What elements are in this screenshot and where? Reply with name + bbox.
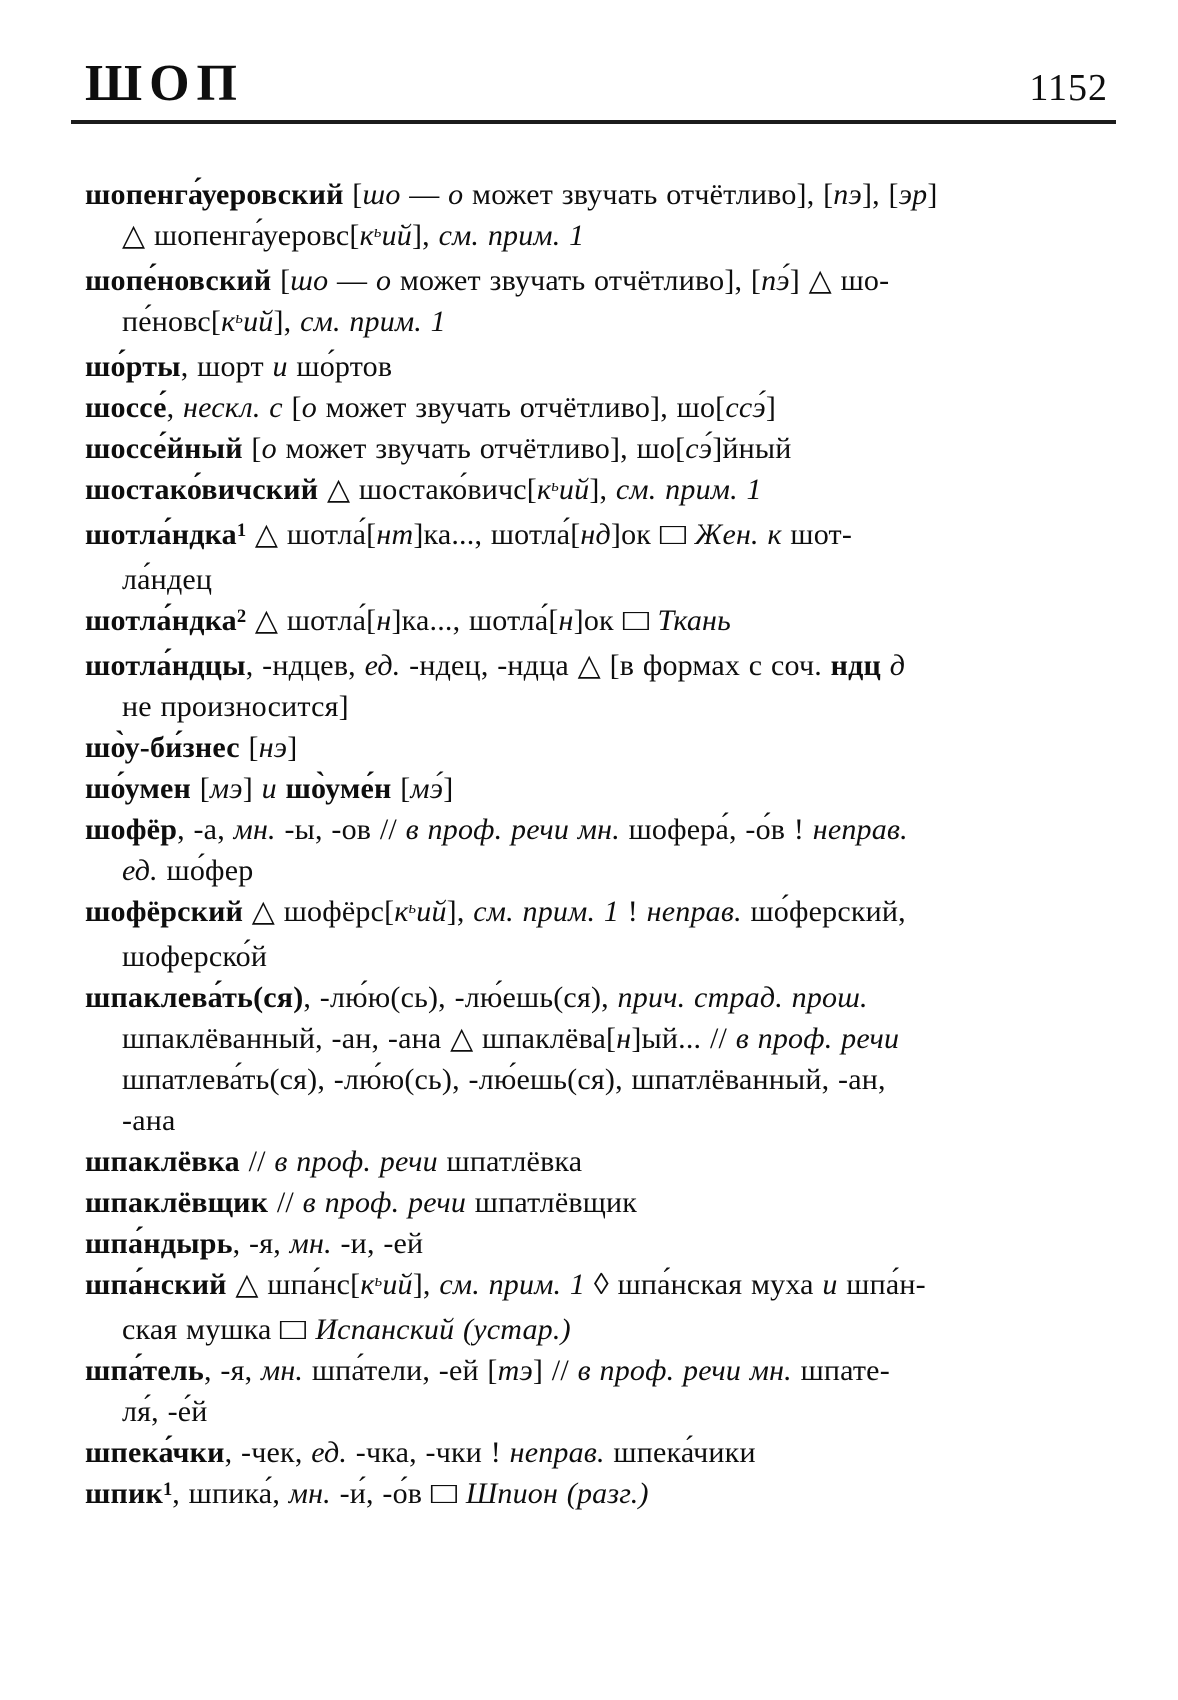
text-segment: Жен. к (694, 518, 782, 551)
text-segment: , -чек, (224, 1436, 312, 1469)
text-segment (649, 604, 658, 637)
dictionary-entry (85, 1141, 1108, 1182)
headword: шотла́ндка (85, 604, 237, 637)
text-segment: [ (191, 772, 210, 805)
text-segment: мн. (260, 1354, 304, 1387)
text-segment: к (394, 895, 409, 928)
dictionary-entry (85, 1182, 1108, 1223)
dictionary-entry (85, 809, 1108, 891)
dictionary-entry (85, 1264, 1108, 1350)
text-segment: , шпика́, (172, 1477, 289, 1510)
text-segment: нд (580, 518, 611, 551)
text-segment: ий (382, 1268, 413, 1301)
text-segment: ], (273, 305, 301, 338)
headword: шо́рты (85, 350, 181, 383)
text-segment: шо́фер (157, 854, 254, 887)
headword: шопе́новский (85, 264, 272, 297)
text-segment: шофера́, -о́в ! (619, 813, 813, 846)
dictionary-entry (85, 260, 1108, 346)
text-segment: ] (242, 772, 262, 805)
text-segment: неправ. (509, 1436, 605, 1469)
text-segment: // (268, 1186, 303, 1219)
text-segment: -и, -ей (331, 1227, 424, 1260)
text-segment: ь (235, 307, 244, 327)
headword: шопенга́уеровский (85, 178, 344, 211)
text-segment: , -я, (232, 1227, 290, 1260)
entries (85, 174, 1108, 1518)
text-segment: [ (391, 772, 411, 805)
text-segment: в проф. речи мн. (405, 813, 620, 846)
text-segment: см. прим. 1 (473, 895, 620, 928)
text-segment: △ шотла́[ (246, 604, 377, 637)
text-segment: в проф. речи (735, 1022, 900, 1055)
header-rule (71, 120, 1116, 124)
text-segment: ля́, -е́й (122, 1395, 208, 1428)
text-segment: ед. (122, 854, 158, 887)
text-segment: шо̀уме́н (285, 772, 392, 805)
text-segment: мэ (209, 772, 243, 805)
text-segment: может звучать отчётливо], шо[ (316, 391, 726, 424)
text-segment: может звучать отчётливо], [ (391, 264, 762, 297)
dictionary-entry (85, 469, 1108, 514)
text-segment: шо́ферский, (741, 895, 906, 928)
text-segment: и (822, 1268, 838, 1301)
meaning-box-symbol: □ (659, 518, 687, 551)
text-segment: ий (381, 219, 412, 252)
text-segment: -ндец, -ндца △ [в формах с соч. (400, 649, 831, 682)
headword: шпа́нский (85, 1268, 227, 1301)
text-segment: шпа́н- (837, 1268, 926, 1301)
text-segment: шпа́тели, -ей [ (303, 1354, 498, 1387)
text-segment: в проф. речи мн. (577, 1354, 792, 1387)
text-segment: ь (374, 1270, 383, 1290)
text-segment: мн. (288, 1477, 331, 1510)
text-segment: шпека́чики (604, 1436, 756, 1469)
dictionary-entry (85, 346, 1108, 387)
dictionary-entry (85, 1432, 1108, 1473)
headword: шпа́тель (85, 1354, 204, 1387)
dictionary-entry (85, 645, 1108, 727)
headword: шпа́ндырь (85, 1227, 233, 1260)
headword: шофёрский (85, 895, 244, 928)
text-segment: △ шопенга́уеровс[ (122, 219, 360, 252)
text-segment: см. прим. 1 (615, 473, 762, 506)
text-segment: 1 (162, 1478, 173, 1500)
text-segment: ] (443, 772, 454, 805)
text-segment: ], [ (861, 178, 899, 211)
text-segment: -и́, -о́в (330, 1477, 431, 1510)
dictionary-entry (85, 387, 1108, 428)
text-segment: мн. (289, 1227, 332, 1260)
text-segment: ]йный (712, 432, 792, 465)
text-segment: шоферско́й (122, 940, 268, 973)
page-header (85, 55, 1108, 112)
text-segment: шо (362, 178, 401, 211)
text-segment: пэ́ (761, 264, 790, 297)
text-segment: 1 (236, 519, 247, 541)
text-segment: тэ (497, 1354, 533, 1387)
text-segment: // (239, 1145, 275, 1178)
text-segment: ь (408, 897, 417, 917)
text-segment: — (400, 178, 449, 211)
text-segment (307, 1313, 316, 1346)
text-segment: см. прим. 1 (439, 1268, 586, 1301)
text-segment: нескл. с (183, 391, 283, 424)
text-segment: см. прим. 1 (438, 219, 585, 252)
text-segment: , -я, (203, 1354, 261, 1387)
text-segment: пэ (833, 178, 862, 211)
text-segment: неправ. (646, 895, 742, 928)
text-segment: д (889, 649, 906, 682)
text-segment: шпатлева́ть(ся), -лю́ю(сь), -лю́ешь(ся), шпатлёванный, -ан, (122, 1063, 886, 1096)
text-segment: △ шпа́нс[ (226, 1268, 361, 1301)
text-segment: ], (589, 473, 616, 506)
dictionary-entry (85, 891, 1108, 977)
text-segment: о (375, 264, 392, 297)
text-segment: н (376, 604, 392, 637)
dictionary-entry (85, 977, 1108, 1141)
headword: шостако́вичский (85, 473, 319, 506)
text-segment: о (301, 391, 317, 424)
text-segment: шпатлёвщик (466, 1186, 638, 1219)
text-segment: ] (765, 391, 777, 424)
text-segment: [ (242, 432, 262, 465)
meaning-box-symbol: □ (280, 1313, 307, 1346)
text-segment: о (261, 432, 277, 465)
text-segment (457, 1477, 466, 1510)
text-segment: шпатлёвка (437, 1145, 583, 1178)
text-segment: в проф. речи (302, 1186, 467, 1219)
headword: шпаклёвщик (85, 1186, 269, 1219)
text-segment: , -ндцев, (245, 649, 365, 682)
dictionary-entry (85, 1223, 1108, 1264)
text-segment (686, 518, 695, 551)
text-segment: мэ́ (410, 772, 444, 805)
text-segment: ь (551, 475, 559, 495)
text-segment: ]ый... // (631, 1022, 736, 1055)
text-segment: ] △ шо- (789, 264, 890, 297)
dictionary-entry (85, 174, 1108, 260)
dictionary-entry (85, 428, 1108, 469)
text-segment: Испанский (устар.) (315, 1313, 571, 1346)
text-segment: ], (411, 219, 439, 252)
text-segment: н (616, 1022, 632, 1055)
headword: шотла́ндка (85, 518, 237, 551)
text-segment: ], (446, 895, 474, 928)
headword: шофёр (85, 813, 178, 846)
text-segment: ◊ шпа́нская муха (585, 1268, 823, 1301)
meaning-box-symbol: □ (430, 1477, 458, 1510)
page-number: 1152 (1029, 67, 1108, 109)
text-segment: ], (412, 1268, 440, 1301)
text-segment: ссэ́ (725, 391, 766, 424)
text-segment: △ шотла́[ (246, 518, 377, 551)
text-segment: к (536, 473, 552, 506)
dictionary-entry (85, 768, 1108, 809)
text-segment: ]ок (573, 604, 623, 637)
text-segment: может звучать отчётливо], шо[ (276, 432, 686, 465)
dictionary-entry (85, 727, 1108, 768)
text-segment: , шорт (180, 350, 273, 383)
text-segment: ] (927, 178, 938, 211)
headword: шоссе́йный (85, 432, 243, 465)
dictionary-entry (85, 514, 1108, 600)
text-segment: к (221, 305, 236, 338)
text-segment: сэ́ (685, 432, 713, 465)
text-segment: , (166, 391, 184, 424)
text-segment: , -лю́ю(сь), -лю́ешь(ся), (303, 981, 618, 1014)
running-head: ШОП (85, 55, 244, 112)
text-segment: ий (243, 305, 274, 338)
text-segment: Шпион (разг.) (465, 1477, 649, 1510)
text-segment: △ шофёрс[ (243, 895, 395, 928)
headword: шпаклёвка (85, 1145, 240, 1178)
text-segment: — (328, 264, 376, 297)
text-segment: см. прим. 1 (300, 305, 446, 338)
text-segment: нэ (258, 731, 288, 764)
text-segment: неправ. (812, 813, 908, 846)
text-segment: -ана (122, 1104, 176, 1137)
text-segment: ]ок (610, 518, 660, 551)
text-segment: эр (898, 178, 928, 211)
text-segment: ь (373, 221, 382, 241)
text-segment: [ (343, 178, 363, 211)
text-segment: [ (271, 264, 291, 297)
text-segment: о (448, 178, 464, 211)
text-segment: и (261, 772, 277, 805)
text-segment: -ы, -ов // (275, 813, 406, 846)
text-segment: может звучать отчётливо], [ (463, 178, 834, 211)
dictionary-entry (85, 600, 1108, 645)
headword: шо́умен (85, 772, 192, 805)
dictionary-entry (85, 1473, 1108, 1518)
text-segment: прич. страд. прош. (617, 981, 868, 1014)
text-segment: ла́ндец (122, 563, 213, 596)
text-segment: -чка, -чки ! (347, 1436, 510, 1469)
text-segment: △ шостако́вичс[ (318, 473, 537, 506)
headword: шпека́чки (85, 1436, 225, 1469)
text-segment (881, 649, 890, 682)
text-segment: ий (416, 895, 447, 928)
text-segment: ]ка..., шотла́[ (391, 604, 559, 637)
text-segment: шо (290, 264, 329, 297)
text-segment: к (359, 219, 374, 252)
text-segment: ская мушка (122, 1313, 281, 1346)
text-segment: к (360, 1268, 375, 1301)
text-segment: ]ка..., шотла́[ (413, 518, 581, 551)
headword: шпик (85, 1477, 163, 1510)
text-segment: нт (376, 518, 414, 551)
text-segment: Ткань (657, 604, 731, 637)
text-segment: ] // (532, 1354, 578, 1387)
text-segment: н (558, 604, 574, 637)
text-segment: в проф. речи (274, 1145, 438, 1178)
text-segment: шот- (781, 518, 853, 551)
text-segment: 2 (236, 605, 247, 627)
text-segment: [ (282, 391, 302, 424)
text-segment: ед. (311, 1436, 348, 1469)
text-segment: пе́новс[ (122, 305, 222, 338)
dictionary-entry (85, 1350, 1108, 1432)
headword: шо̀у-би́знес (85, 731, 240, 764)
headword: шоссе́ (85, 391, 167, 424)
headword: шотла́ндцы (85, 649, 246, 682)
text-segment: ий (558, 473, 590, 506)
text-segment: ! (619, 895, 647, 928)
text-segment: и (272, 350, 288, 383)
text-segment: ] (287, 731, 298, 764)
text-segment: ед. (364, 649, 401, 682)
text-segment: [ (239, 731, 259, 764)
meaning-box-symbol: □ (622, 604, 649, 637)
headword: шпаклева́ть(ся) (85, 981, 304, 1014)
text-segment: шо́ртов (287, 350, 393, 383)
text-segment (277, 772, 286, 805)
text-segment: не произносится] (122, 690, 349, 723)
text-segment: шпате- (791, 1354, 890, 1387)
text-segment: ндц (830, 649, 882, 682)
text-segment: , -а, (177, 813, 234, 846)
text-segment: мн. (233, 813, 276, 846)
text-segment: шпаклёванный, -ан, -ана △ шпаклёва[ (122, 1022, 617, 1055)
